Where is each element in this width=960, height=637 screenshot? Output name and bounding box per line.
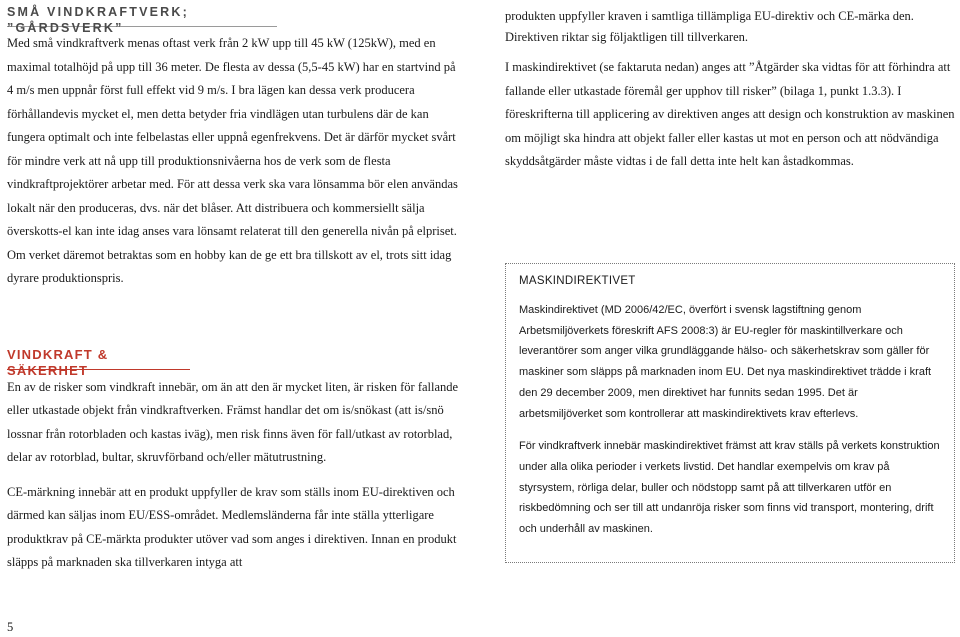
paragraph-risks: En av de risker som vindkraft innebär, om än att den är mycket liten, är risken för fallande eller utkastade objekt från vindkraftverken. Främst handlar det om is/snökast (att is/snö lossnar från rotorbladen och kastas iväg), men risk finns även för fall/utkast av rotorblad, delar av rotorblad, bultar, skruvförband och/eller mätutrustning.: [7, 379, 459, 464]
paragraph-small-wind: Med små vindkraftverk menas oftast verk från 2 kW upp till 45 kW (125kW), med en maximal totalhöjd på upp till 36 meter. De flesta av dessa (5,5-45 kW) har en startvind på 4 m/s men uppnår först full effekt vid 9 m/s. I bra lägen kan dessa verk producera förhållandevis mycket el, men detta betyder fria vindlägen utan turbulens där de kan fungera optimalt och inte felbelastas eller uppnå egenfrekvens. Det är därför mycket svårt för mindre verk att nå upp till produktionsnivåerna hos de verk som de flesta vindkraftprojektörer arbetar med. För att dessa verk ska vara lönsamma bör elen användas lokalt när den produceras, dvs. när det blåser. Att distribuera och kommersiellt sälja överskotts-el kan inte idag anses vara lönsamt relaterat till den generella nivån på elpriset. Om verket däremot betraktas som en hobby kan de ge ett bra tillskott av el, trots sitt idag dyrare produktionspris.: [7, 36, 458, 285]
fact-box-machine-directive: [505, 263, 955, 563]
paragraph-machine-directive: I maskindirektivet (se faktaruta nedan) anges att ”Åtgärder ska vidtas för att förhindra att fallande eller utkastade föremål ger upphov till risker” (bilaga 1, punkt 1.3.3). I föreskrifterna till applicering av direktiven anges att design och konstruktion av maskinen om möjligt ska hindra att objekt faller eller kastas ut mot en person och att nödvändiga skyddsåtgärder måste vidtas i de fall detta inte helt kan åstadkommas.: [505, 60, 955, 168]
paragraph-ce-continued: produkten uppfyller kraven i samtliga tillämpliga EU-direktiv och CE-märka den. Direktiven riktar sig följaktligen till tillverkaren.: [505, 9, 914, 44]
left-column: [7, 0, 459, 575]
fact-box-title: MASKINDIREKTIVET: [519, 275, 636, 287]
section-heading-small-wind: SMÅ VINDKRAFTVERK; ”GÅRDSVERK”: [7, 4, 277, 27]
fact-box-paragraph-2: För vindkraftverk innebär maskindirektivet främst att krav ställs på verkets konstruktion under alla olika perioder i verkets livstid. Det handlar exempelvis om krav på styrsystem, rörliga delar, buller och nödstopp samt på att tillverkaren utför en riskbedömning och ser till att undanröja risker som finns vid transport, montering, drift och underhåll av maskinen.: [519, 440, 940, 536]
page-number: 5: [7, 620, 14, 634]
section-heading-wind-safety: VINDKRAFT & SÄKERHET: [7, 347, 190, 370]
right-column: [505, 0, 955, 174]
fact-box-paragraph-1: Maskindirektivet (MD 2006/42/EC, överfört i svensk lagstiftning genom Arbetsmiljöverkets föreskrift AFS 2008:3) är EU-regler för maskintillverkare och leverantörer som anger vilka grundläggande hälso- och säkerhetskrav som gäller för maskiner som släpps på marknaden inom EU. Det nya maskindirektivet trädde i kraft den 29 december 2009, men direktivet har funnits sedan 1995. Det är arbetsmiljöverket som kontrollerar att maskindirektivets krav efterlevs.: [519, 304, 932, 420]
paragraph-ce-marking: CE-märkning innebär att en produkt uppfyller de krav som ställs inom EU-direktiven och därmed kan säljas inom EU/ESS-området. Medlemsländerna får inte ställa ytterligare produktkrav på CE-märkta produkter utöver vad som anges i direktiven. Innan en produkt släpps på marknaden ska tillverkaren intyga att: [7, 484, 457, 569]
